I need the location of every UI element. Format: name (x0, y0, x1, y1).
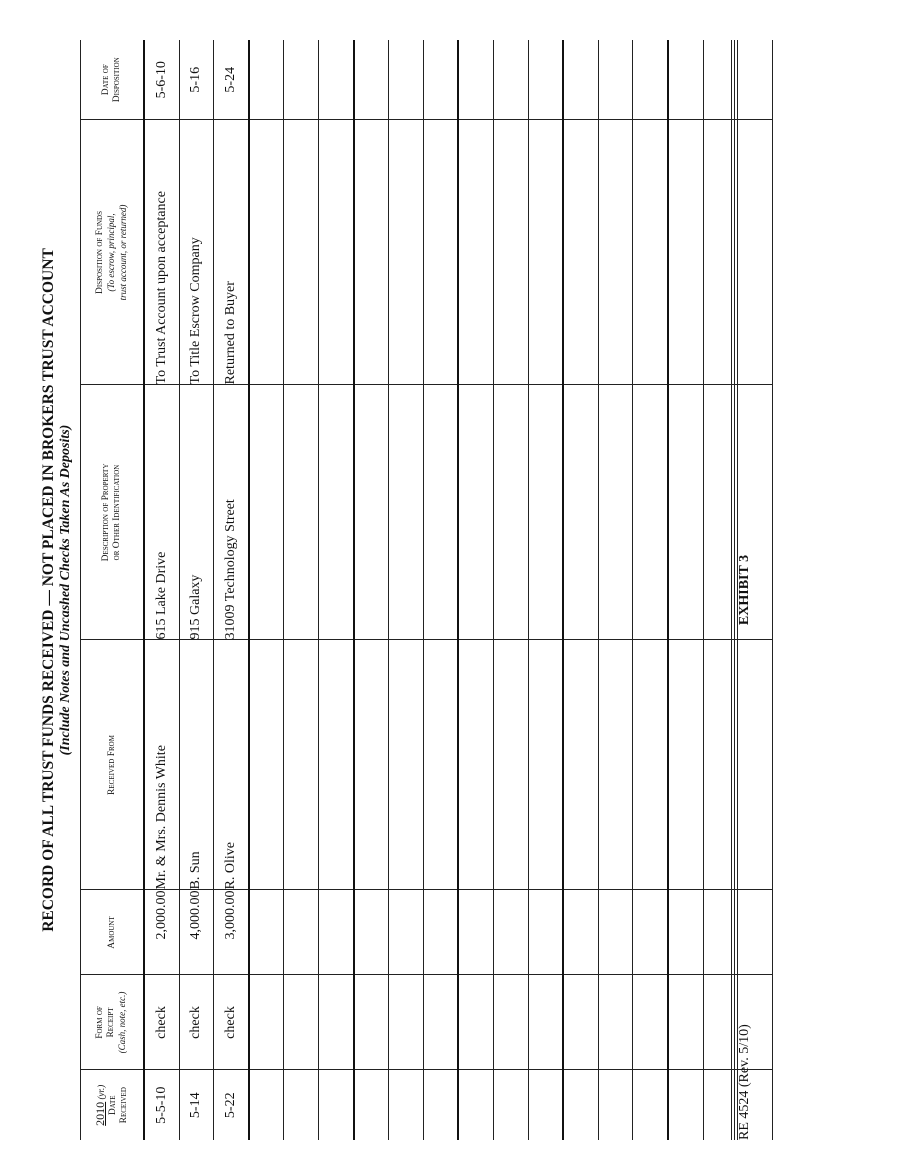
cell-disposition: Returned to Buyer (214, 120, 249, 385)
cell-description: 31009 Technology Street (214, 385, 249, 640)
received-from-label: Received From (106, 735, 117, 795)
cell-form: check (179, 975, 214, 1070)
year-suffix: (yr.) (95, 1084, 106, 1100)
empty-row (458, 40, 493, 1140)
form-of-label: Form of (95, 1006, 105, 1039)
description-label: Description of Property (101, 463, 111, 562)
cell-received-from: B. Sun (179, 640, 214, 890)
table-body (144, 40, 772, 1140)
disposition-note-1: (To escrow, principal, (105, 213, 116, 292)
empty-row (703, 40, 738, 1140)
cell-description: 915 Galaxy (179, 385, 214, 640)
col-date-of-disposition (81, 40, 145, 120)
amount-label: Amount (106, 916, 117, 949)
form-subtitle: (Include Notes and Uncashed Checks Taken As Deposits) (58, 424, 73, 756)
cell-amount: 2,000.00 (144, 890, 179, 975)
empty-row (528, 40, 563, 1140)
cell-form: check (144, 975, 179, 1070)
exhibit-label: EXHIBIT 3 (737, 554, 752, 626)
rotated-form-page (40, 30, 770, 1140)
received-label: Received (118, 1087, 129, 1124)
receipt-note: (Cash, note, etc.) (117, 991, 127, 1054)
cell-date-disposition: 5-16 (179, 40, 214, 120)
col-received-from (81, 640, 145, 890)
empty-row (389, 40, 424, 1140)
disposition-label: Disposition of Funds (94, 211, 105, 295)
trust-funds-table (80, 40, 773, 1140)
cell-date: 5-5-10 (144, 1070, 179, 1140)
cell-date: 5-14 (179, 1070, 214, 1140)
cell-date: 5-22 (214, 1070, 249, 1140)
table-row (179, 40, 214, 1140)
cell-date-disposition: 5-24 (214, 40, 249, 120)
col-form-of-receipt (81, 975, 145, 1070)
form-id: RE 4524 (Rev. 5/10) (737, 1024, 752, 1140)
empty-row (563, 40, 598, 1140)
col-disposition (81, 120, 145, 385)
cell-amount: 4,000.00 (179, 890, 214, 975)
table-row (214, 40, 249, 1140)
cell-received-from: Mr. & Mrs. Dennis White (144, 640, 179, 890)
cell-form: check (214, 975, 249, 1070)
header-row (81, 40, 145, 1140)
col-description (81, 385, 145, 640)
col-date-received (81, 1070, 145, 1140)
date-of-label: Date of (101, 64, 111, 96)
empty-row (423, 40, 458, 1140)
empty-row (668, 40, 703, 1140)
table-row (144, 40, 179, 1140)
empty-row (354, 40, 389, 1140)
empty-row (318, 40, 353, 1140)
date-label: Date (107, 1095, 118, 1116)
cell-received-from: R. Olive (214, 640, 249, 890)
cell-amount: 3,000.00 (214, 890, 249, 975)
empty-row (633, 40, 668, 1140)
form-title: RECORD OF ALL TRUST FUNDS RECEIVED — NOT PLACED IN BROKERS TRUST ACCOUNT (40, 248, 57, 932)
cell-disposition: To Trust Account upon acceptance (144, 120, 179, 385)
empty-row (598, 40, 633, 1140)
receipt-label: Receipt (106, 1007, 116, 1038)
footer-rule-bottom (734, 40, 735, 1140)
footer-rule-top (731, 40, 732, 1140)
empty-row (493, 40, 528, 1140)
empty-row (284, 40, 319, 1140)
col-amount (81, 890, 145, 975)
empty-row (249, 40, 284, 1140)
cell-disposition: To Title Escrow Company (179, 120, 214, 385)
cell-date-disposition: 5-6-10 (144, 40, 179, 120)
disposition-note-2: trust account, or returned) (117, 204, 128, 301)
year-label: 2010 (92, 1101, 107, 1126)
disposition-date-label: Disposition (112, 57, 122, 103)
identification-label: or Other Identification (112, 464, 122, 561)
cell-description: 615 Lake Drive (144, 385, 179, 640)
